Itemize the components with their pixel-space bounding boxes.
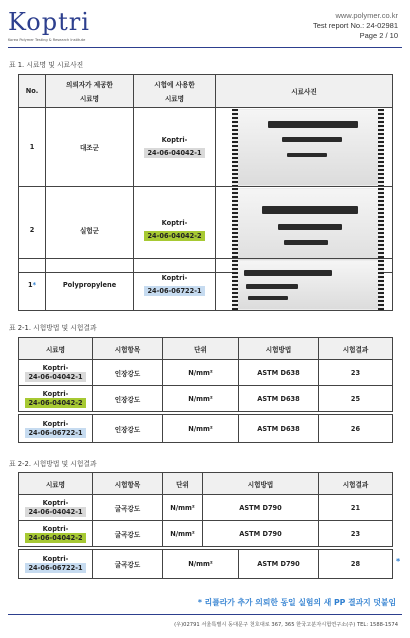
table-row — [19, 360, 393, 386]
sample-prefix: Koptri- — [42, 555, 69, 563]
sample-photo — [232, 109, 384, 186]
client-sample-name: 대조군 — [46, 108, 134, 187]
col-result: 시험결과 — [319, 473, 393, 495]
tensile-additional-table — [18, 414, 393, 443]
used-name-prefix: Koptri- — [161, 273, 188, 282]
website-link[interactable]: www.polymer.co.kr — [335, 11, 398, 20]
flexural-additional-table — [18, 549, 393, 579]
table-header-row — [19, 473, 393, 495]
small-specimen-shape — [248, 296, 288, 300]
unit: N/mm² — [163, 415, 239, 443]
test-result: 23 — [319, 521, 393, 547]
unit: N/mm² — [163, 386, 239, 412]
sample-photo-cell — [216, 108, 393, 187]
col-no: No. — [19, 75, 46, 108]
test-item: 인장강도 — [93, 386, 163, 412]
footer-address: (우)02791 서울특별시 동대문구 천호대로 367, 365 한국고분자시험연구소(주) TEL: 1588-1574 — [174, 622, 398, 628]
header-divider — [8, 47, 402, 48]
sample-prefix: Koptri- — [42, 389, 69, 398]
table-header-row — [19, 75, 393, 108]
flexural-specimen-shape — [246, 284, 298, 289]
col-test-item: 시험항목 — [93, 338, 163, 360]
test-method: ASTM D790 — [203, 495, 319, 521]
col-unit: 단위 — [163, 338, 239, 360]
sample-code: 24-06-04042-2 — [25, 398, 85, 408]
flexural-specimen-shape — [282, 137, 342, 142]
col-test-item: 시험항목 — [93, 473, 163, 495]
test-method: ASTM D638 — [239, 415, 319, 443]
sample-photo-cell — [216, 259, 393, 311]
flexural-specimen-shape — [278, 224, 342, 230]
sample-code: 24-06-04042-2 — [25, 533, 85, 543]
test-item: 인장강도 — [93, 415, 163, 443]
col-method: 시험방법 — [239, 338, 319, 360]
used-sample-name — [134, 259, 216, 311]
unit: N/mm² — [163, 360, 239, 386]
sample-name — [19, 360, 93, 386]
col-method: 시험방법 — [203, 473, 319, 495]
tensile-result-table — [18, 337, 393, 412]
col-sample: 시료명 — [19, 338, 93, 360]
added-result-note: * 리플라가 추가 의뢰한 동일 실험의 새 PP 결과지 덧붙임 — [197, 598, 396, 607]
test-result: 26 — [319, 415, 393, 443]
sample-prefix: Koptri- — [42, 419, 69, 428]
col-used-name — [134, 75, 216, 108]
col-photo: 시료사진 — [216, 75, 393, 108]
added-marker: * — [396, 557, 401, 566]
report-header-info — [313, 11, 398, 41]
col-used-name-line2: 시료명 — [164, 95, 185, 103]
row-no: 1 — [19, 108, 46, 187]
sample-name — [19, 550, 93, 579]
table2-title: 표 2-1. 시험방법 및 시험결과 — [9, 324, 97, 332]
sample-name — [19, 495, 93, 521]
test-method: ASTM D790 — [203, 521, 319, 547]
sample-code: 24-06-04042-1 — [25, 372, 85, 382]
col-sample: 시료명 — [19, 473, 93, 495]
sample-prefix: Koptri- — [42, 524, 69, 533]
flexural-result-table — [18, 472, 393, 547]
unit: N/mm² — [163, 495, 203, 521]
col-unit: 단위 — [163, 473, 203, 495]
test-method: ASTM D790 — [239, 550, 319, 579]
sample-code: 24-06-06722-1 — [144, 286, 204, 296]
logo-subtitle: Korea Polymer Testing & Research Institute — [8, 38, 86, 42]
tensile-specimen-shape — [262, 206, 358, 214]
test-result: 21 — [319, 495, 393, 521]
used-name-prefix: Koptri- — [161, 218, 188, 227]
used-sample-name — [134, 108, 216, 187]
row-no — [19, 259, 46, 311]
client-sample-name: Polypropylene — [46, 259, 134, 311]
table-row — [19, 550, 393, 579]
additional-sample-table — [18, 258, 393, 311]
col-used-name-line1: 시험에 사용한 — [154, 81, 195, 89]
sample-name — [19, 521, 93, 547]
page-number: Page 2 / 10 — [359, 31, 398, 40]
row-no: 2 — [19, 187, 46, 273]
tensile-specimen-shape — [244, 270, 332, 276]
test-item: 인장강도 — [93, 360, 163, 386]
sample-code: 24-06-04042-1 — [144, 148, 204, 158]
table-row — [19, 386, 393, 412]
sample-code: 24-06-04042-1 — [25, 507, 85, 517]
table-row — [19, 108, 393, 187]
col-result: 시험결과 — [319, 338, 393, 360]
sample-photo — [232, 260, 384, 310]
col-client-name — [46, 75, 134, 108]
test-item: 굴곡강도 — [93, 495, 163, 521]
test-method: ASTM D638 — [239, 360, 319, 386]
koptri-logo: Koptri — [8, 8, 90, 36]
test-result: 28 — [319, 550, 393, 579]
used-name-prefix: Koptri- — [161, 136, 188, 144]
sample-prefix: Koptri- — [42, 498, 69, 507]
small-specimen-shape — [284, 240, 328, 245]
unit: N/mm² — [163, 521, 203, 547]
table-row — [19, 521, 393, 547]
small-specimen-shape — [287, 153, 327, 157]
added-marker: * — [32, 280, 37, 289]
table-row — [19, 259, 393, 311]
sample-name — [19, 415, 93, 443]
test-item: 굴곡강도 — [93, 521, 163, 547]
sample-prefix: Koptri- — [42, 363, 69, 372]
footer-divider — [8, 614, 402, 615]
table-header-row — [19, 338, 393, 360]
row-no-value: 1 — [27, 280, 33, 289]
table-row — [19, 495, 393, 521]
table-row — [19, 415, 393, 443]
col-client-name-line2: 시료명 — [79, 95, 100, 103]
col-client-name-line1: 의뢰자가 제공한 — [66, 81, 113, 89]
sample-code: 24-06-06722-1 — [25, 428, 85, 438]
tensile-specimen-shape — [268, 121, 358, 128]
table3-title: 표 2-2. 시험방법 및 시험결과 — [9, 460, 97, 468]
sample-code: 24-06-06722-1 — [25, 563, 85, 573]
test-method: ASTM D638 — [239, 386, 319, 412]
table1-title: 표 1. 시료명 및 시료사진 — [9, 61, 84, 69]
test-result: 25 — [319, 386, 393, 412]
sample-name — [19, 386, 93, 412]
sample-table — [18, 74, 393, 273]
test-item: 굴곡강도 — [93, 550, 163, 579]
unit: N/mm² — [163, 550, 239, 579]
report-number: Test report No.: 24-02981 — [312, 21, 398, 30]
sample-code: 24-06-04042-2 — [144, 231, 204, 241]
test-result: 23 — [319, 360, 393, 386]
client-sample-name: 실험군 — [46, 187, 134, 273]
